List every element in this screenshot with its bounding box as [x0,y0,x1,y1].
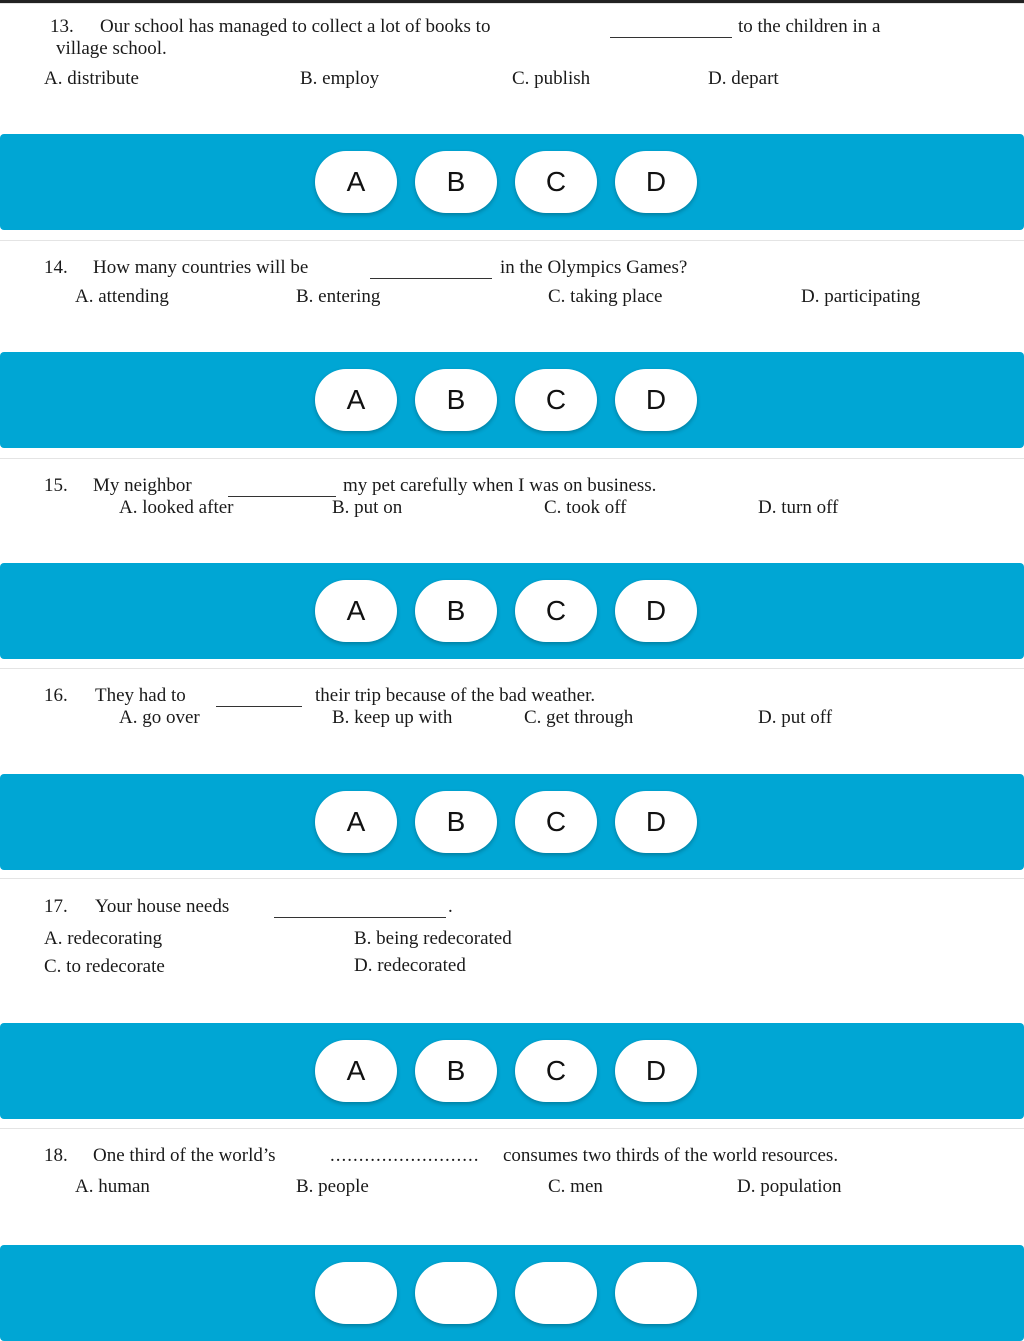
answer-button-b[interactable] [415,1262,497,1324]
answer-blank [274,917,446,918]
answer-button-a[interactable]: A [315,369,397,431]
answer-button-d[interactable]: D [615,151,697,213]
option-d-text: D. put off [758,707,833,728]
question-number: 18. [44,1145,68,1166]
option-c-text: C. taking place [548,286,663,307]
option-c-text: C. men [548,1176,603,1197]
question-stem: My neighbor [93,475,192,496]
question-stem: consumes two thirds of the world resources. [503,1145,839,1166]
option-c-text: C. took off [544,497,627,518]
option-d-text: D. redecorated [354,955,466,976]
question-number: 14. [44,257,68,278]
option-d-text: D. depart [708,68,779,89]
answer-button-c[interactable]: C [515,1040,597,1102]
answer-button-b[interactable]: B [415,580,497,642]
option-a-text: A. attending [75,286,169,307]
question-card-15 [0,458,1024,563]
answer-button-c[interactable]: C [515,580,597,642]
answer-button-b[interactable]: B [415,1040,497,1102]
option-a-text: A. distribute [44,68,139,89]
answer-button-a[interactable]: A [315,1040,397,1102]
option-a-text: A. redecorating [44,928,163,949]
option-d-text: D. participating [801,286,921,307]
answer-button-a[interactable]: A [315,151,397,213]
answer-blank [228,496,336,497]
question-stem: Your house needs [95,896,230,917]
question-number: 17. [44,896,68,917]
answer-button-c[interactable]: C [515,791,597,853]
question-card-16 [0,668,1024,774]
question-stem: One third of the world’s [93,1145,276,1166]
option-b-text: B. entering [296,286,381,307]
question-stem: my pet carefully when I was on business. [343,475,657,496]
question-card-17 [0,878,1024,1023]
option-b-text: B. being redecorated [354,928,512,949]
answer-button-d[interactable]: D [615,580,697,642]
question-stem: They had to [95,685,186,706]
answer-button-a[interactable]: A [315,580,397,642]
answer-button-c[interactable]: C [515,369,597,431]
question-stem: their trip because of the bad weather. [315,685,596,706]
option-b-text: B. put on [332,497,403,518]
answer-button-d[interactable] [615,1262,697,1324]
answer-button-a[interactable] [315,1262,397,1324]
answer-bar-15 [0,563,1024,659]
question-number: 13. [50,16,74,37]
option-d-text: D. turn off [758,497,839,518]
question-stem: How many countries will be [93,257,309,278]
question-card-14 [0,240,1024,352]
answer-bar-14 [0,352,1024,448]
answer-button-b[interactable]: B [415,791,497,853]
option-b-text: B. keep up with [332,707,453,728]
answer-button-d[interactable]: D [615,791,697,853]
option-a-text: A. go over [119,707,200,728]
answer-bar-13 [0,134,1024,230]
question-card-13 [0,3,1024,134]
option-a-text: A. looked after [119,497,234,518]
question-stem: village school. [56,38,167,59]
option-c-text: C. to redecorate [44,956,165,977]
answer-bar-18 [0,1245,1024,1341]
answer-button-c[interactable] [515,1262,597,1324]
question-stem: in the Olympics Games? [500,257,688,278]
answer-blank [370,278,492,279]
option-b-text: B. employ [300,68,380,89]
option-d-text: D. population [737,1176,842,1197]
option-a-text: A. human [75,1176,150,1197]
answer-bar-16 [0,774,1024,870]
question-stem: . [448,896,453,917]
question-number: 15. [44,475,68,496]
answer-blank: .......................... [330,1145,480,1166]
option-c-text: C. get through [524,707,634,728]
answer-button-b[interactable]: B [415,151,497,213]
option-c-text: C. publish [512,68,591,89]
answer-button-d[interactable]: D [615,1040,697,1102]
question-stem: to the children in a [738,16,881,37]
answer-blank [216,706,302,707]
answer-blank [610,37,732,38]
answer-button-c[interactable]: C [515,151,597,213]
option-b-text: B. people [296,1176,369,1197]
answer-button-d[interactable]: D [615,369,697,431]
question-stem: Our school has managed to collect a lot of books to [100,16,491,37]
question-number: 16. [44,685,68,706]
answer-button-b[interactable]: B [415,369,497,431]
answer-bar-17 [0,1023,1024,1119]
answer-button-a[interactable]: A [315,791,397,853]
question-card-18 [0,1128,1024,1245]
